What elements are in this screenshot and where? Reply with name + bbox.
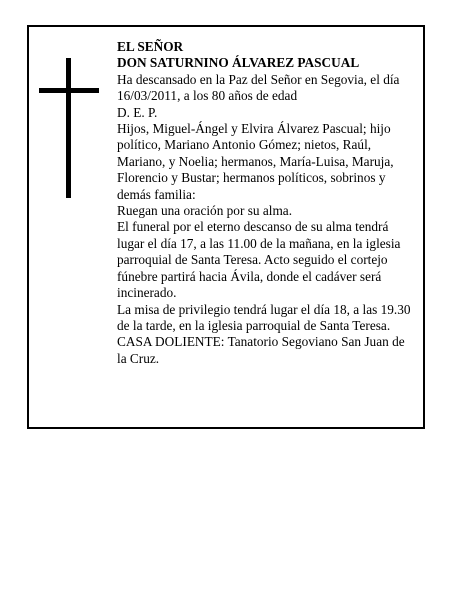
- announcement: Ha descansado en la Paz del Señor en Segovia, el día 16/03/2011, a los 80 años de edad: [117, 71, 400, 104]
- obituary-notice: [27, 25, 425, 429]
- family-list: Hijos, Miguel-Ángel y Elvira Álvarez Pascual; hijo político, Mariano Antonio Gómez; nietos, Raúl, Mariano, y Noelia; hermanos, María-Luisa, Maruja, Florencio y Bustar; hermanos políticos, sobrinos y demás familia:: [117, 121, 394, 202]
- cross-horizontal-bar: [39, 88, 99, 93]
- obituary-text: [117, 39, 417, 367]
- cross-icon: [39, 58, 99, 198]
- cross-vertical-bar: [66, 58, 71, 198]
- deceased-name: DON SATURNINO ÁLVAREZ PASCUAL: [117, 55, 360, 71]
- dep-line: D. E. P.: [117, 104, 158, 120]
- funeral-details: El funeral por el eterno descanso de su alma tendrá lugar el día 17, a las 11.00 de la mañana, en la iglesia parroquial de Santa Teresa. Acto seguido el cortejo fúnebre partirá hacia Ávila, donde el cadáver será incinerado.: [117, 219, 401, 301]
- mourning-house: CASA DOLIENTE: Tanatorio Segoviano San Juan de la Cruz.: [117, 334, 405, 366]
- prayer-request: Ruegan una oración por su alma.: [117, 203, 293, 219]
- mass-details: La misa de privilegio tendrá lugar el día 18, a las 19.30 de la tarde, en la iglesia parroquial de Santa Teresa.: [117, 301, 411, 333]
- title-line-1: EL SEÑOR: [117, 39, 184, 54]
